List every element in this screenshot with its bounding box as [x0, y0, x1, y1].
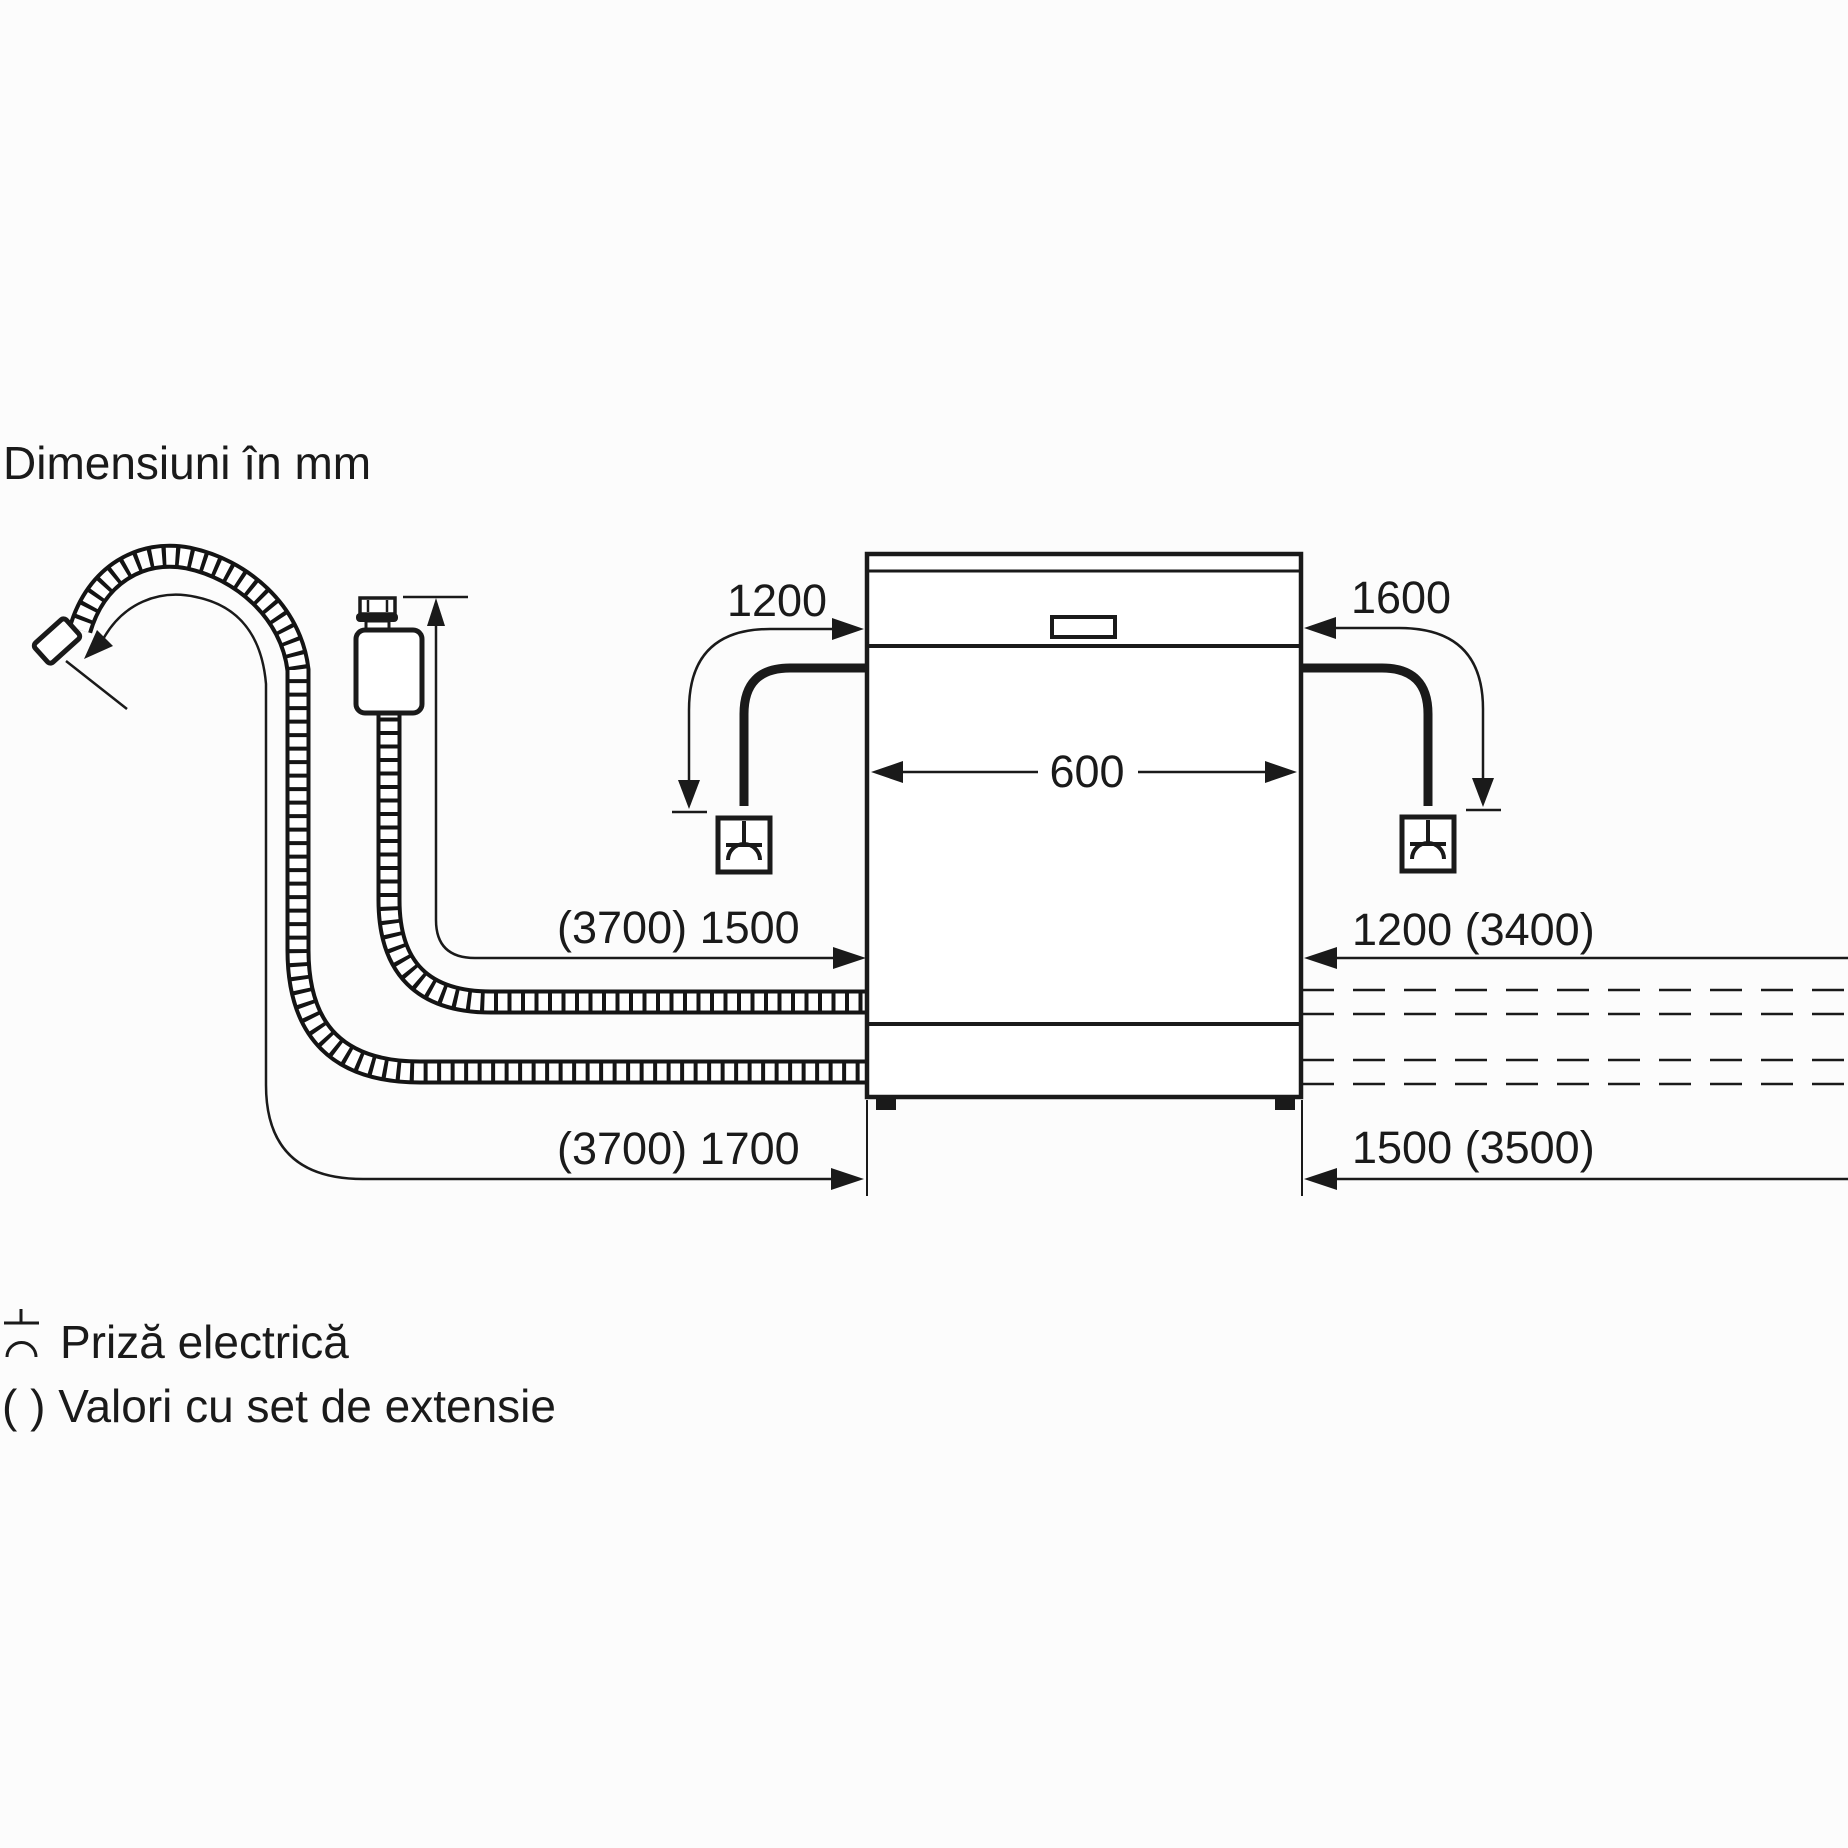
legend-extension-label: ( ) Valori cu set de extensie [2, 1380, 556, 1432]
aqua-stop-valve-icon [356, 630, 422, 713]
dishwasher [867, 554, 1301, 1110]
power-socket-icon [1402, 817, 1454, 871]
foot-right [1275, 1097, 1295, 1110]
dim-label-600: 600 [1049, 746, 1125, 797]
dim-label-1200-3400: 1200 (3400) [1352, 904, 1595, 955]
dim-label-3700-1500: (3700) 1500 [557, 902, 800, 953]
foot-left [876, 1097, 896, 1110]
power-socket-icon [718, 818, 770, 872]
dim-label-1500-3500: 1500 (3500) [1352, 1122, 1595, 1173]
dim-label-1600: 1600 [1350, 572, 1452, 623]
legend-socket-label: Priză electrică [60, 1316, 349, 1368]
tap-nut [360, 598, 395, 614]
dim-label-1200: 1200 [726, 575, 828, 626]
page-title: Dimensiuni în mm [3, 437, 372, 489]
dim-label-3700-1700: (3700) 1700 [557, 1123, 800, 1174]
